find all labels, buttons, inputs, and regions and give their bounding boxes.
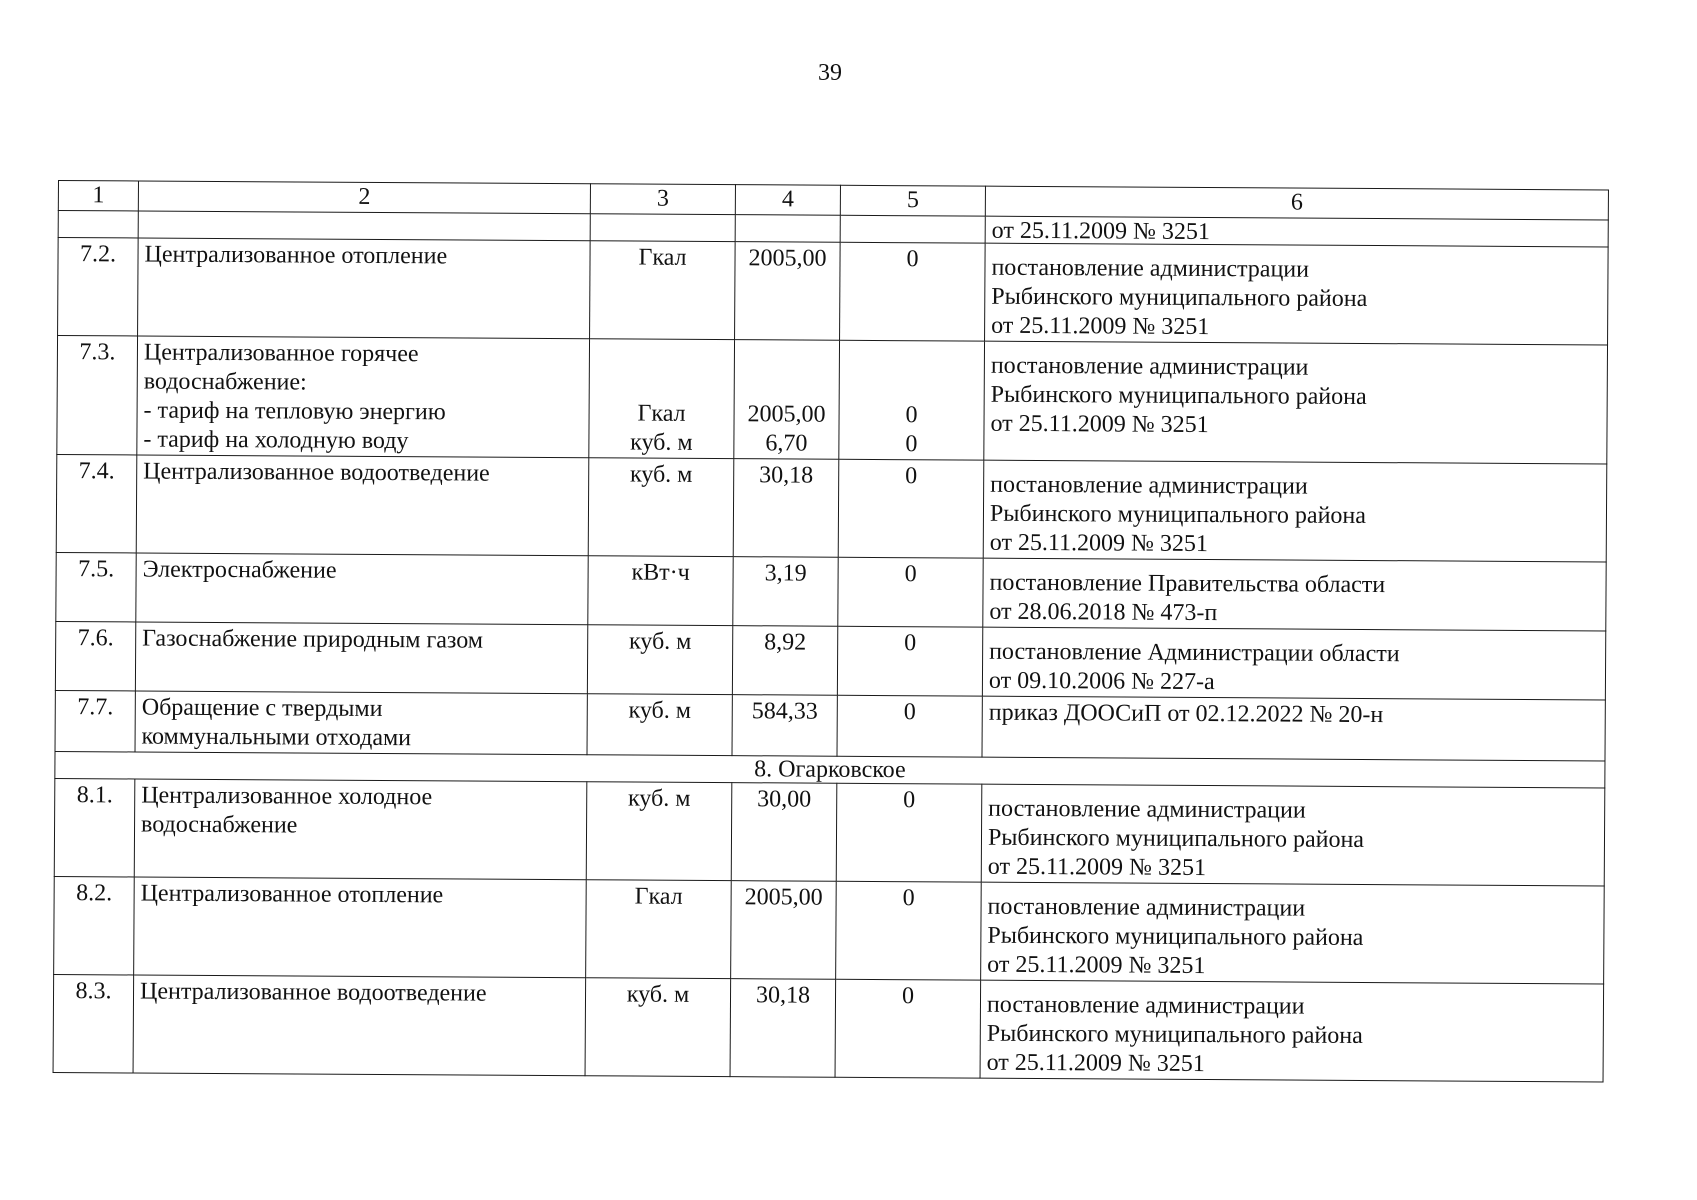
tariff-value — [731, 881, 837, 980]
legal-basis-line: Рыбинского муниципального района — [986, 1020, 1363, 1049]
service-name-line: Электроснабжение — [142, 556, 337, 584]
increase-value — [837, 626, 982, 696]
increase-value — [840, 242, 986, 341]
service-name — [138, 238, 591, 339]
unit-cell — [587, 625, 732, 695]
unit-cell-line: куб. м — [630, 429, 693, 456]
service-name-line: водоснабжение: — [143, 368, 307, 396]
legal-basis — [981, 784, 1605, 886]
service-name — [136, 455, 589, 556]
tariff-value-line: 6,70 — [765, 430, 808, 457]
header-cell-6: 6 — [985, 186, 1608, 220]
legal-basis — [981, 882, 1605, 984]
tariff-value-line: 2005,00 — [747, 401, 826, 428]
unit-cell-line — [596, 341, 728, 371]
table-row — [55, 621, 1605, 699]
service-name-line: Централизованное горячее — [143, 339, 419, 368]
legal-basis — [982, 696, 1605, 761]
unit-cell-line: Гкал — [637, 400, 686, 427]
legal-basis — [980, 980, 1604, 1082]
continuation-cell — [58, 211, 138, 238]
table-row — [58, 238, 1609, 345]
tariff-value-line: 3,19 — [764, 560, 807, 587]
header-cell-2: 2 — [138, 181, 590, 214]
section-title: 8. Огарковское — [55, 751, 1605, 787]
legal-basis-line: постановление Правительства области — [989, 569, 1386, 599]
unit-cell-line: куб. м — [626, 981, 690, 1008]
service-name-line: - тариф на тепловую энергию — [143, 397, 446, 426]
legal-basis — [985, 243, 1609, 345]
legal-basis-line: постановление администрации — [990, 471, 1308, 500]
row-number: 7.7. — [55, 690, 135, 751]
increase-value-line — [846, 343, 978, 373]
unit-cell-line: Гкал — [638, 244, 687, 271]
header-cell-3: 3 — [590, 184, 735, 215]
legal-basis-line: от 25.11.2009 № 3251 — [991, 312, 1210, 341]
legal-basis — [983, 558, 1606, 631]
increase-value — [835, 979, 981, 1078]
increase-value-line: 0 — [905, 463, 918, 490]
row-number: 7.2. — [58, 238, 139, 336]
service-name-line: - тариф на холодную воду — [143, 426, 409, 455]
tariff-value-line: 30,00 — [757, 786, 812, 813]
increase-value-line: 0 — [905, 431, 918, 458]
unit-cell-line: куб. м — [628, 628, 692, 655]
tariff-value — [733, 557, 838, 627]
increase-value-line: 0 — [905, 402, 918, 429]
header-cell-4: 4 — [735, 185, 840, 216]
service-name-line: коммунальными отходами — [141, 723, 412, 752]
increase-value-line — [846, 372, 978, 402]
tariff-value — [732, 626, 837, 696]
increase-value — [836, 783, 982, 882]
legal-basis-line: Рыбинского муниципального района — [990, 381, 1367, 410]
tariff-value-line: 2005,00 — [748, 245, 827, 272]
increase-value-line: 0 — [906, 246, 919, 273]
tariff-value — [733, 459, 839, 558]
tariff-value-line: 584,33 — [751, 698, 818, 725]
row-number: 8.1. — [54, 778, 135, 876]
unit-cell-line: куб. м — [628, 697, 692, 724]
table-row — [54, 778, 1605, 885]
legal-basis-line: от 25.11.2009 № 3251 — [989, 529, 1209, 558]
increase-value — [836, 881, 982, 980]
unit-cell — [588, 556, 733, 626]
service-name-line: Централизованное холодное — [141, 782, 433, 811]
service-name — [136, 553, 588, 625]
tariff-value-line: 30,18 — [755, 982, 811, 1009]
legal-basis — [983, 460, 1607, 562]
continuation-cell — [138, 211, 590, 241]
legal-basis-line: Рыбинского муниципального района — [989, 500, 1367, 529]
tariff-value — [732, 695, 837, 757]
legal-basis-line: постановление администрации — [987, 893, 1306, 922]
table-row — [54, 876, 1605, 983]
increase-value-line: 0 — [904, 630, 917, 657]
service-name — [134, 779, 587, 880]
legal-basis-line: приказ ДООСиП от 02.12.2022 № 20-н — [988, 699, 1384, 729]
legal-basis-line: от 25.11.2009 № 3251 — [987, 853, 1207, 882]
increase-value-line: 0 — [903, 787, 916, 814]
legal-basis-line: Рыбинского муниципального района — [987, 922, 1364, 951]
service-name — [133, 975, 586, 1076]
increase-value-line: 0 — [903, 699, 916, 726]
row-number: 7.3. — [57, 336, 138, 455]
legal-basis-line: постановление администрации — [991, 254, 1310, 283]
table-body — [53, 181, 1608, 1082]
legal-basis-line: постановление администрации — [990, 352, 1309, 381]
legal-basis-line: от 09.10.2006 № 227-а — [988, 667, 1215, 696]
increase-value — [838, 459, 984, 558]
header-cell-1: 1 — [58, 181, 138, 211]
table-row — [56, 454, 1607, 561]
unit-cell-line: куб. м — [627, 785, 691, 812]
continuation-cell — [735, 215, 840, 243]
tariff-value-line: 8,92 — [764, 629, 807, 656]
legal-basis — [984, 341, 1608, 464]
continuation-doc: от 25.11.2009 № 3251 — [985, 216, 1608, 247]
increase-value-line: 0 — [902, 885, 915, 912]
unit-cell-line: Гкал — [634, 883, 683, 910]
legal-basis-line: Рыбинского муниципального района — [991, 283, 1368, 312]
increase-value-line: 0 — [904, 561, 917, 588]
table-row — [53, 974, 1604, 1081]
tariff-value — [734, 340, 840, 460]
increase-value — [838, 557, 983, 627]
legal-basis — [982, 627, 1605, 700]
legal-basis-line: от 25.11.2009 № 3251 — [990, 410, 1209, 439]
legal-basis-line: постановление администрации — [988, 795, 1306, 824]
row-number: 7.6. — [55, 621, 135, 690]
service-name-line: Централизованное отопление — [140, 880, 444, 909]
unit-cell-line: куб. м — [629, 461, 693, 488]
unit-cell-line — [596, 370, 728, 400]
service-name — [134, 877, 587, 978]
unit-cell — [585, 978, 731, 1077]
table-row — [55, 690, 1605, 760]
continuation-cell — [840, 215, 985, 243]
legal-basis-line: Рыбинского муниципального района — [987, 824, 1365, 853]
unit-cell — [587, 694, 732, 756]
page-number: 39 — [818, 60, 842, 86]
unit-cell — [586, 782, 732, 881]
service-name-line: Газоснабжение природным газом — [142, 625, 484, 654]
row-number: 7.5. — [56, 552, 136, 621]
tariff-value-line: 30,18 — [759, 462, 814, 489]
tariff-table — [53, 180, 1609, 1082]
service-name-line: водоснабжение — [140, 811, 298, 839]
service-name — [137, 336, 590, 458]
tariff-value — [730, 979, 836, 1078]
service-name-line: Централизованное водоотведение — [139, 978, 487, 1007]
row-number: 7.4. — [56, 454, 137, 552]
increase-value — [837, 695, 982, 757]
legal-basis-line: постановление администрации — [986, 991, 1305, 1020]
unit-cell — [590, 241, 736, 340]
tariff-value-line — [741, 371, 833, 401]
service-name-line: Централизованное отопление — [144, 241, 448, 270]
service-name-line: Обращение с твердыми — [141, 694, 383, 722]
unit-cell — [588, 458, 734, 557]
row-number: 8.3. — [53, 974, 134, 1072]
unit-cell-line: кВт·ч — [631, 559, 690, 586]
service-name — [135, 691, 587, 755]
tariff-value-line — [741, 342, 833, 372]
tariff-value — [731, 783, 837, 882]
tariff-value-line: 2005,00 — [744, 884, 823, 911]
table-row — [57, 336, 1608, 464]
legal-basis-line: от 25.11.2009 № 3251 — [987, 951, 1206, 980]
increase-value-line: 0 — [901, 983, 915, 1010]
header-cell-5: 5 — [840, 185, 985, 216]
service-name — [135, 622, 587, 694]
legal-basis-line: постановление Администрации области — [989, 638, 1400, 668]
table-row — [56, 552, 1606, 630]
increase-value — [839, 340, 985, 460]
unit-cell — [589, 339, 735, 459]
service-name-line: Централизованное водоотведение — [143, 458, 490, 487]
row-number: 8.2. — [54, 876, 135, 974]
unit-cell — [586, 880, 732, 979]
tariff-value — [735, 242, 841, 341]
continuation-cell — [590, 214, 735, 242]
legal-basis-line: от 25.11.2009 № 3251 — [986, 1049, 1205, 1078]
legal-basis-line: от 28.06.2018 № 473-п — [989, 598, 1218, 627]
